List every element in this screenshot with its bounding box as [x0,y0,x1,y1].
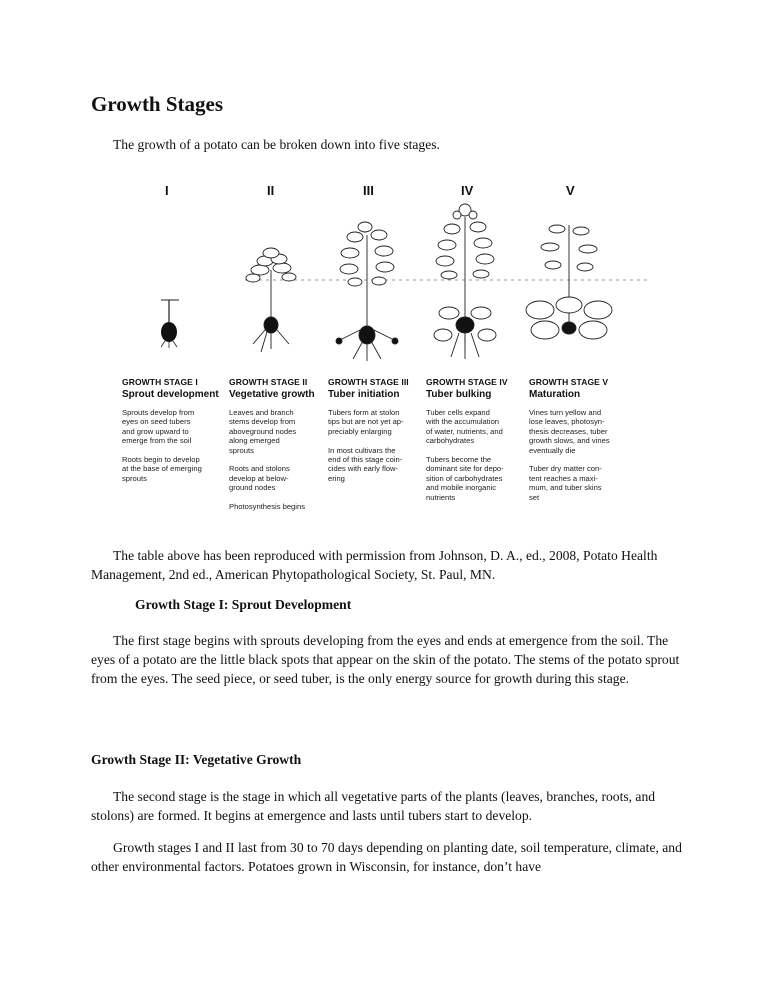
stage-name: Sprout development [122,389,219,400]
stage-body: Leaves and branch stems develop from aboveground nodes along emerged sprouts Roots and stolons develop at below- ground nodes Photosynthesis begins [229,408,305,512]
intro-paragraph: The growth of a potato can be broken down into five stages. [113,137,440,152]
stage-5-numeral: V [566,183,575,198]
stage-label: GROWTH STAGE II [229,377,308,387]
stage-4-numeral: IV [461,183,474,198]
stage-name: Vegetative growth [229,389,315,400]
stage-body: Tubers form at stolon tips but are not yet ap- preciably enlarging In most cultivars the end of this stage coin- cides with early flow- ering [328,408,404,483]
stage-3-illustration [336,222,398,361]
stage-body: Sprouts develop from eyes on seed tubers and grow upward to emerge from the soil Roots begin to develop at the base of emerging sprouts [122,408,202,483]
stage-2-illustration [246,248,296,352]
stage-4-description [426,377,536,502]
stage-1-numeral: I [165,183,169,198]
stage-2-description [229,377,339,511]
stage-1-description [122,377,232,483]
page-heading: Growth Stages [91,92,224,116]
stage-body: Tuber cells expand with the accumulation of water, nutrients, and carbohydrates Tubers become the dominant site for depo- sition of carbohydrates and mobile inorganic nutrients [426,408,504,502]
section-2-paragraph: The second stage is the stage in which all vegetative parts of the plants (leaves, branches, roots, and stolons) are formed. It begins at emergence and lasts until tubers start to develop. [91,789,656,823]
stage-label: GROWTH STAGE V [529,377,609,387]
stage-3-numeral: III [363,183,374,198]
stage-label: GROWTH STAGE III [328,377,409,387]
stage-label: GROWTH STAGE I [122,377,198,387]
stage-2-numeral: II [267,183,275,198]
section-1-heading: Growth Stage I: Sprout Development [135,597,352,612]
stage-name: Maturation [529,389,581,400]
stage-5-description [529,377,639,502]
stage-4-illustration [434,204,496,359]
stage-name: Tuber bulking [426,389,492,400]
growth-stages-figure [95,165,650,525]
stage-5-illustration [526,225,612,339]
stage-name: Tuber initiation [328,389,400,400]
stage-label: GROWTH STAGE IV [426,377,508,387]
stage-1-illustration [161,300,179,348]
section-2-heading: Growth Stage II: Vegetative Growth [91,752,302,767]
section-2-paragraph-2: Growth stages I and II last from 30 to 70 days depending on planting date, soil temperature, climate, and other environmental factors. Potatoes grown in Wisconsin, for instance, don’t have [91,840,682,874]
stage-body: Vines turn yellow and lose leaves, photosyn- thesis decreases, tuber growth slows, and vines eventually die Tuber dry matter con- tent reaches a maxi- mum, and tuber skins set [529,408,610,502]
stage-3-description [328,377,438,483]
section-1-paragraph: The first stage begins with sprouts developing from the eyes and ends at emergence from the soil. The eyes of a potato are the little black spots that appear on the skin of the potato. The stems of the potato sprout from the eyes. The seed piece, or seed tuber, is the only energy source for growth during this stage. [91,633,680,686]
citation-paragraph: The table above has been reproduced with permission from Johnson, D. A., ed., 2008, Potato Health Management, 2nd ed., American Phytopathological Society, St. Paul, MN. [91,548,658,582]
